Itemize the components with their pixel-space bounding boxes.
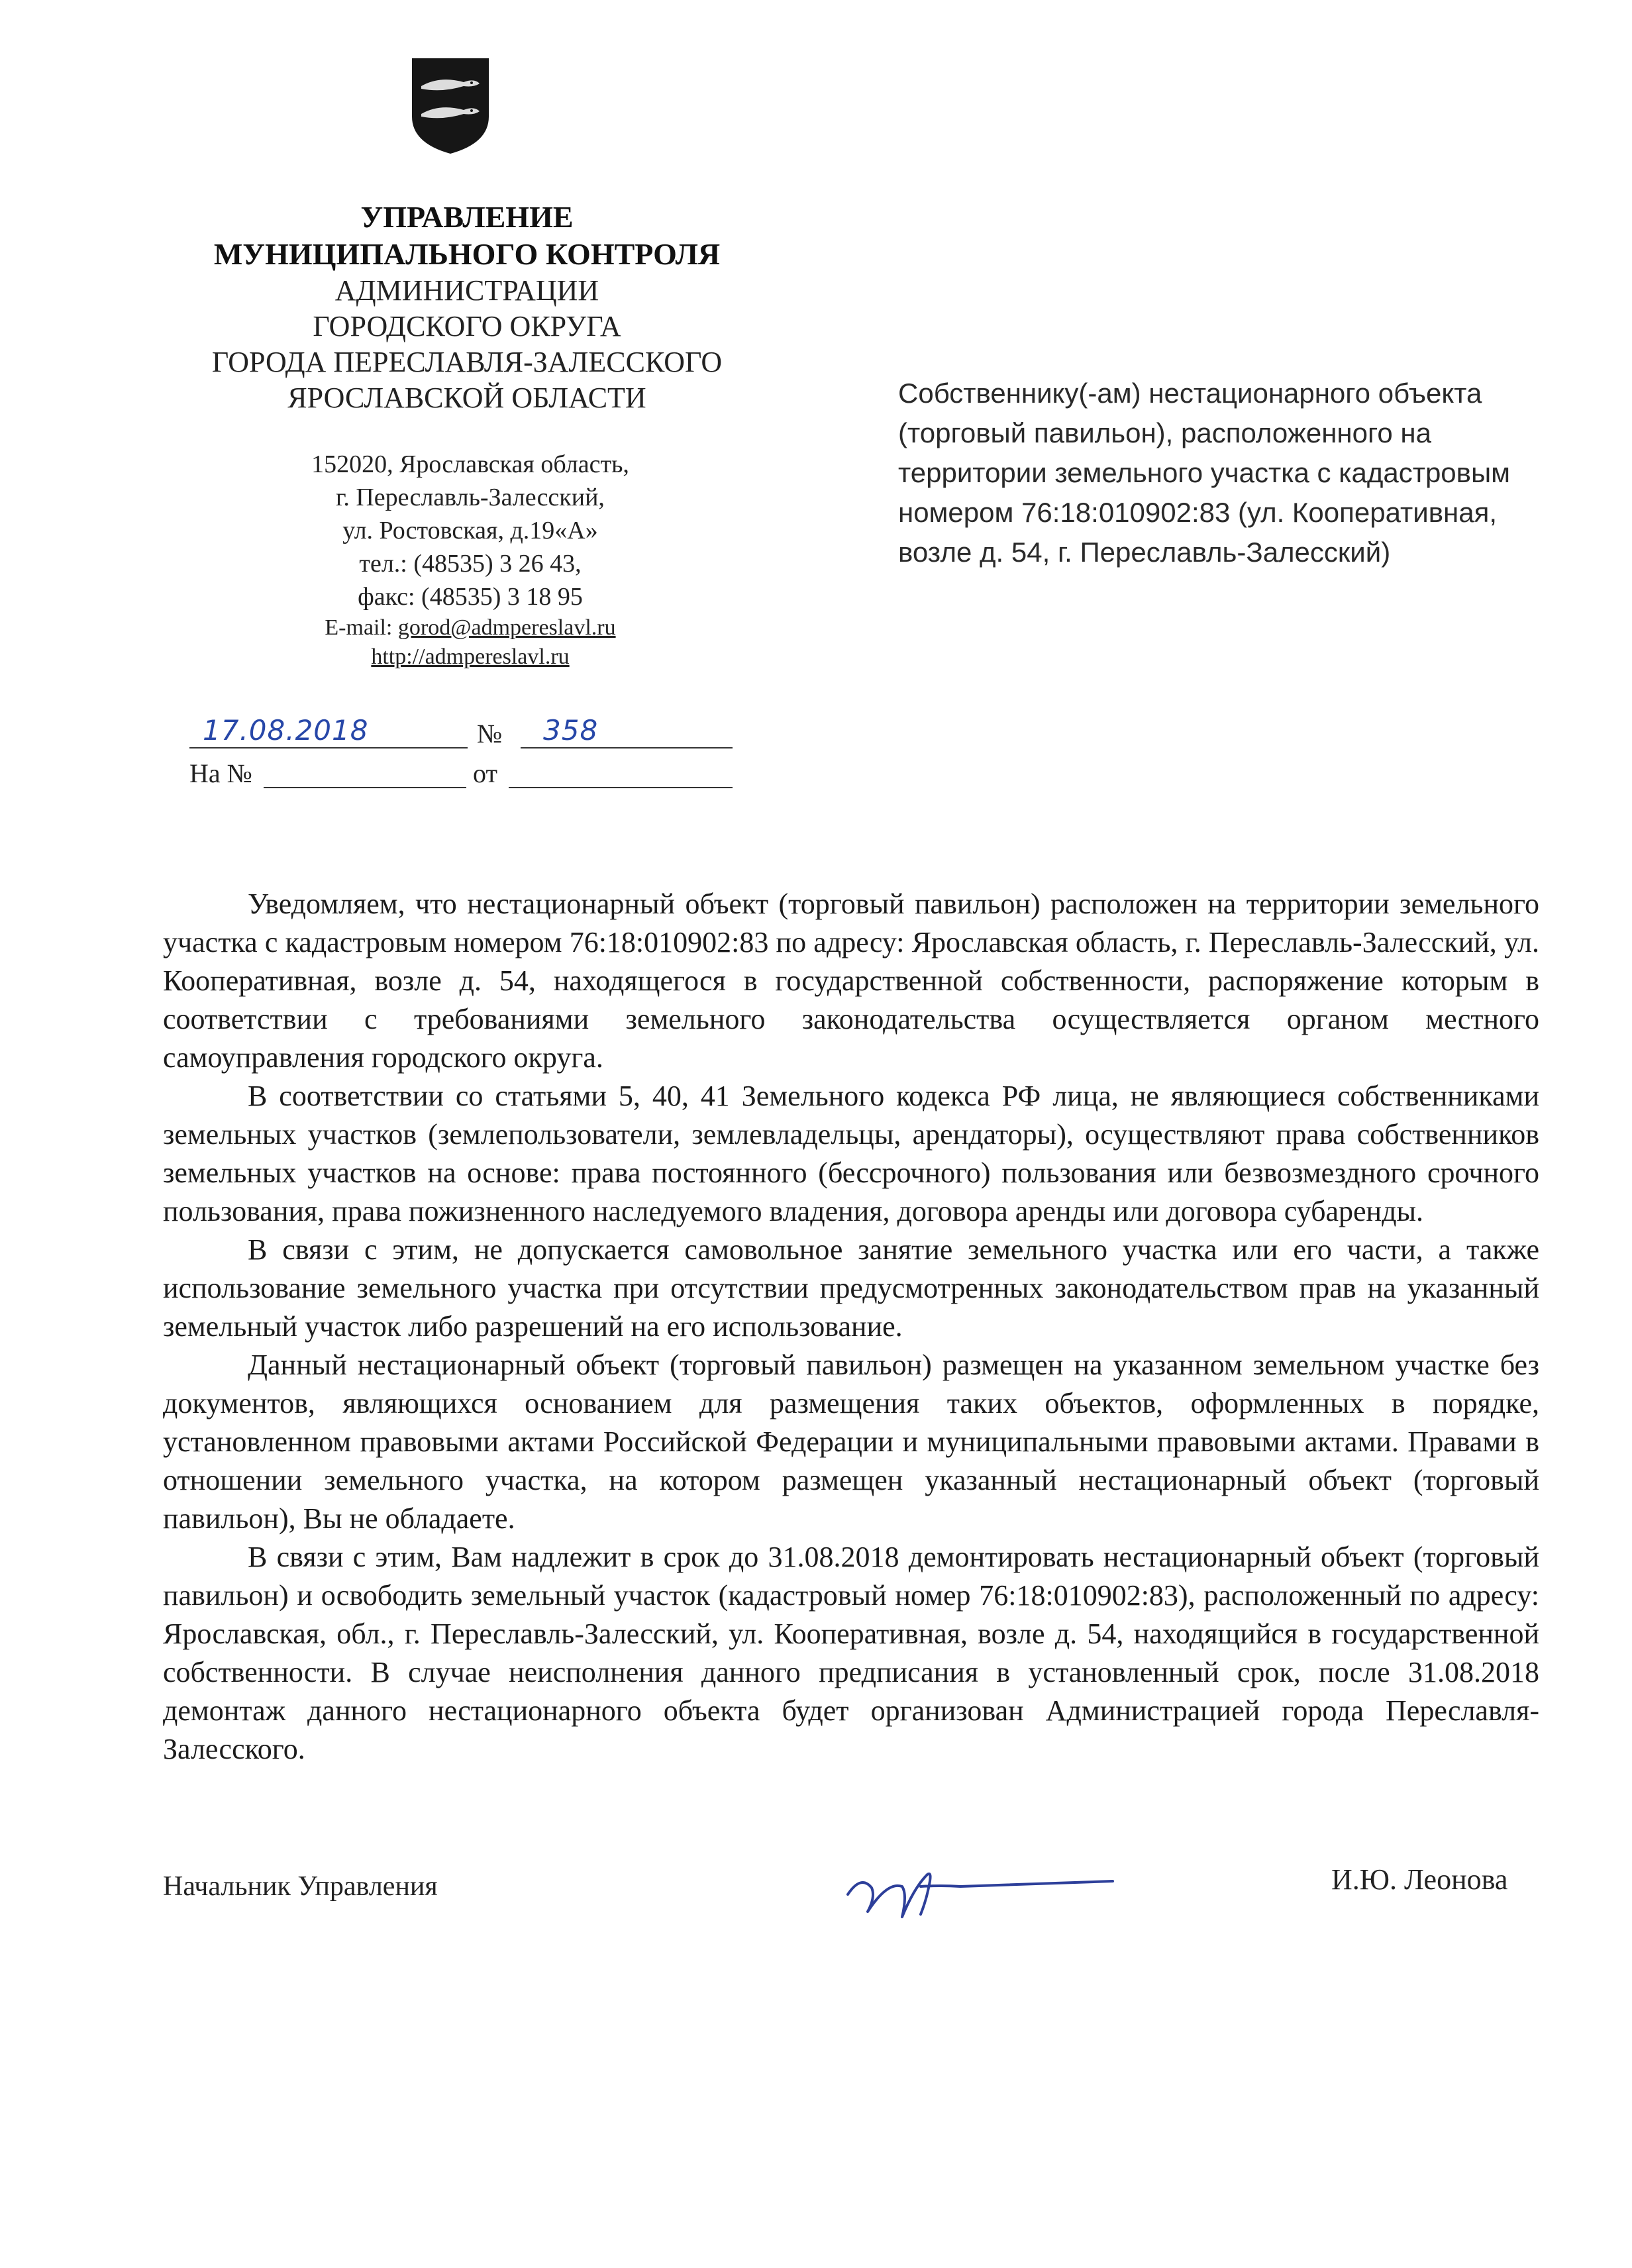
- paragraph-2: В соответствии со статьями 5, 40, 41 Земельного кодекса РФ лица, не являющиеся собственниками земельных участков (землепользователи, землевладельцы, арендаторы), осуществляют права собственников земельных участков на основе: права постоянного (бессрочного) пользования или безвозмездного срочного пользования, права пожизненного наследуемого владения, договора аренды или договора субаренды.: [163, 1080, 1539, 1227]
- from-label: от: [473, 758, 497, 788]
- letterhead: [159, 199, 775, 416]
- signatory-position: Начальник Управления: [163, 1871, 438, 1902]
- paragraph-5: В связи с этим, Вам надлежит в срок до 31.08.2018 демонтировать нестационарный объект (торговый павильон) и освободить земельный участок (кадастровый номер 76:18:010902:83), расположенный по адресу: Ярославская, обл., г. Переславль-Залесский, ул. Кооперативная, возле д. 54, находящийся в государственной собственности. В случае неисполнения данного предписания в установленный срок, после 31.08.2018 демонтаж данного нестационарного объекта будет организован Администрацией города Переславля-Залесского.: [163, 1541, 1539, 1765]
- incoming-reference: [189, 754, 733, 794]
- date-underline: [189, 747, 468, 748]
- number-label: №: [477, 719, 503, 748]
- handwritten-signature: [841, 1848, 1119, 1928]
- from-underline: [509, 787, 733, 788]
- number-underline: [521, 747, 733, 748]
- address-line-1: 152020, Ярославская область,: [311, 450, 629, 478]
- email-label: E-mail:: [325, 615, 398, 640]
- ref-label: На №: [189, 758, 252, 788]
- outgoing-number: 358: [543, 714, 599, 747]
- admin-line: АДМИНИСТРАЦИИ: [334, 274, 599, 307]
- district-line: ГОРОДСКОГО ОКРУГА: [313, 310, 621, 342]
- paragraph-1: Уведомляем, что нестационарный объект (торговый павильон) расположен на территории земельного участка с кадастровым номером 76:18:010902:83 по адресу: Ярославская область, г. Переславль-Залесский, ул. Кооперативная, возле д. 54, находящегося в государственной собственности, распоряжение которым в соответствии с требованиями земельного законодательства осуществляется органом местного самоуправления городского округа.: [163, 888, 1539, 1074]
- region-line: ЯРОСЛАВСКОЙ ОБЛАСТИ: [287, 382, 646, 414]
- phone: тел.: (48535) 3 26 43,: [359, 550, 582, 578]
- paragraph-3: В связи с этим, не допускается самовольное занятие земельного участка или его части, а также использование земельного участка при отсутствии предусмотренных законодательством прав на указанный земельный участок либо разрешений на его использование.: [163, 1233, 1539, 1343]
- signatory-name: И.Ю. Леонова: [1331, 1863, 1508, 1896]
- email-link[interactable]: gorod@admpereslavl.ru: [397, 615, 616, 640]
- outgoing-registration: [189, 714, 733, 754]
- address-line-2: г. Переславль-Залесский,: [336, 484, 605, 511]
- city-line: ГОРОДА ПЕРЕСЛАВЛЯ-ЗАЛЕССКОГО: [211, 346, 723, 378]
- outgoing-date: 17.08.2018: [203, 714, 369, 747]
- website-link[interactable]: http://admpereslavl.ru: [371, 644, 570, 669]
- coat-of-arms-icon: [409, 56, 491, 156]
- department-subtitle: МУНИЦИПАЛЬНОГО КОНТРОЛЯ: [213, 237, 721, 271]
- letterhead-contacts: [238, 448, 702, 672]
- address-line-3: ул. Ростовская, д.19«А»: [342, 517, 598, 544]
- fax: факс: (48535) 3 18 95: [358, 583, 583, 611]
- addressee: Собственнику(-ам) нестационарного объекта (торговый павильон), расположенного на территории земельного участка с кадастровым номером 76:18:010902:83 (ул. Кооперативная, возле д. 54, г. Переславль-Залесский): [898, 378, 1511, 568]
- letter-body: [163, 885, 1539, 1769]
- email-row: [238, 613, 702, 643]
- ref-underline: [264, 787, 466, 788]
- paragraph-4: Данный нестационарный объект (торговый павильон) размещен на указанном земельном участке без документов, являющихся основанием для размещения таких объектов, оформленных в порядке, установленном правовыми актами Российской Федерации и муниципальными правовыми актами. Правами в отношении земельного участка, на котором размещен указанный нестационарный объект (торговый павильон), Вы не обладаете.: [163, 1349, 1539, 1535]
- department-title: УПРАВЛЕНИЕ: [360, 200, 574, 234]
